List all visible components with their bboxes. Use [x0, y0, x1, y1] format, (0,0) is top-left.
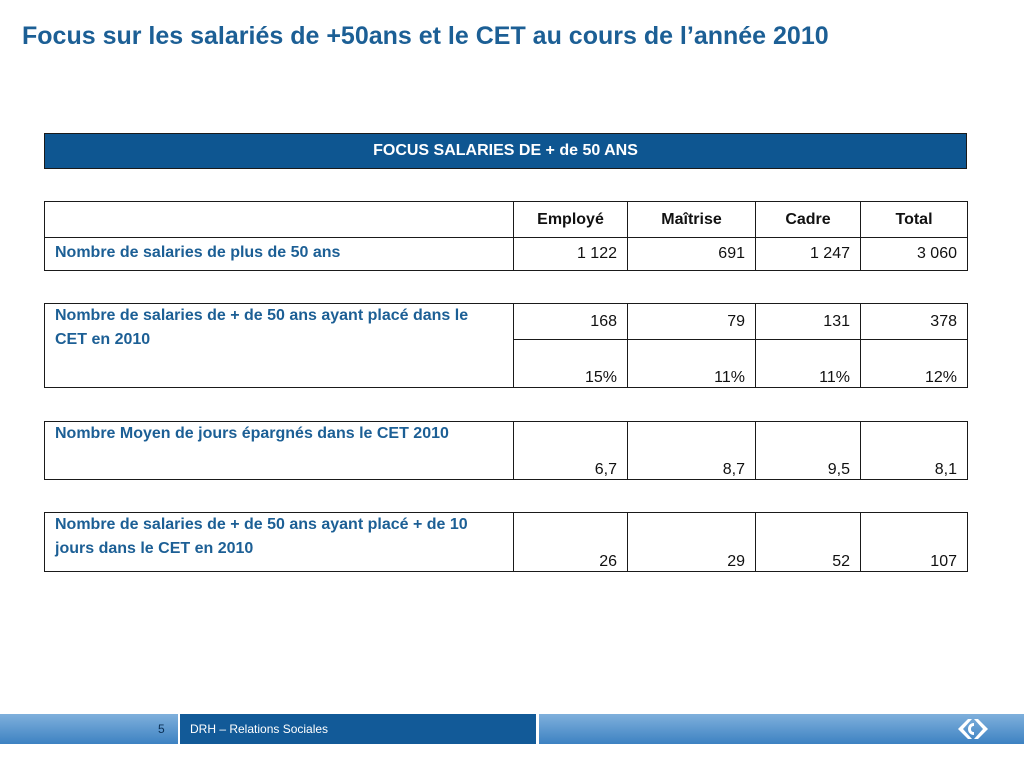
cell-value: 107: [861, 513, 968, 572]
cell-value: 9,5: [756, 422, 861, 480]
cell-value: 8,7: [628, 422, 756, 480]
footer-divider: [178, 714, 180, 744]
cell-value: 79: [628, 304, 756, 340]
cell-value: 1 247: [756, 238, 861, 271]
cell-percent: 11%: [628, 340, 756, 388]
column-header-total: Total: [861, 202, 968, 238]
section-banner: FOCUS SALARIES DE + de 50 ANS: [44, 133, 967, 169]
column-header-cadre: Cadre: [756, 202, 861, 238]
page-number: 5: [158, 722, 165, 736]
cell-value: 8,1: [861, 422, 968, 480]
cell-value: 691: [628, 238, 756, 271]
table-average-days: [44, 421, 968, 480]
cell-value: 1 122: [514, 238, 628, 271]
cell-percent: 15%: [514, 340, 628, 388]
cell-value: 52: [756, 513, 861, 572]
table-row: [45, 513, 968, 572]
column-header-maitrise: Maîtrise: [628, 202, 756, 238]
column-header-employe: Employé: [514, 202, 628, 238]
footer-bar: [0, 714, 1024, 744]
cell-percent: 11%: [756, 340, 861, 388]
table-headcount: [44, 201, 968, 271]
cell-value: 168: [514, 304, 628, 340]
cell-value: 29: [628, 513, 756, 572]
table-cet-placement: [44, 303, 968, 388]
footer-divider: [536, 714, 539, 744]
cell-value: 3 060: [861, 238, 968, 271]
cell-value: 378: [861, 304, 968, 340]
cell-percent: 12%: [861, 340, 968, 388]
table-row: [45, 238, 968, 271]
cell-value: 131: [756, 304, 861, 340]
carrefour-logo-icon: [954, 717, 994, 741]
footer-text: DRH – Relations Sociales: [190, 722, 329, 736]
row-label: Nombre de salaries de plus de 50 ans: [45, 238, 514, 271]
cell-value: 6,7: [514, 422, 628, 480]
table-row: [45, 422, 968, 480]
header-empty-cell: [45, 202, 514, 238]
cell-value: 26: [514, 513, 628, 572]
row-label: Nombre de salaries de + de 50 ans ayant placé + de 10 jours dans le CET en 2010: [45, 513, 514, 572]
row-label: Nombre Moyen de jours épargnés dans le CET 2010: [45, 422, 514, 480]
row-label: Nombre de salaries de + de 50 ans ayant placé dans le CET en 2010: [45, 304, 514, 388]
table-row: [45, 304, 968, 340]
page-title: Focus sur les salariés de +50ans et le CET au cours de l’année 2010: [22, 22, 829, 50]
table-ten-days: [44, 512, 968, 572]
table-header-row: [45, 202, 968, 238]
